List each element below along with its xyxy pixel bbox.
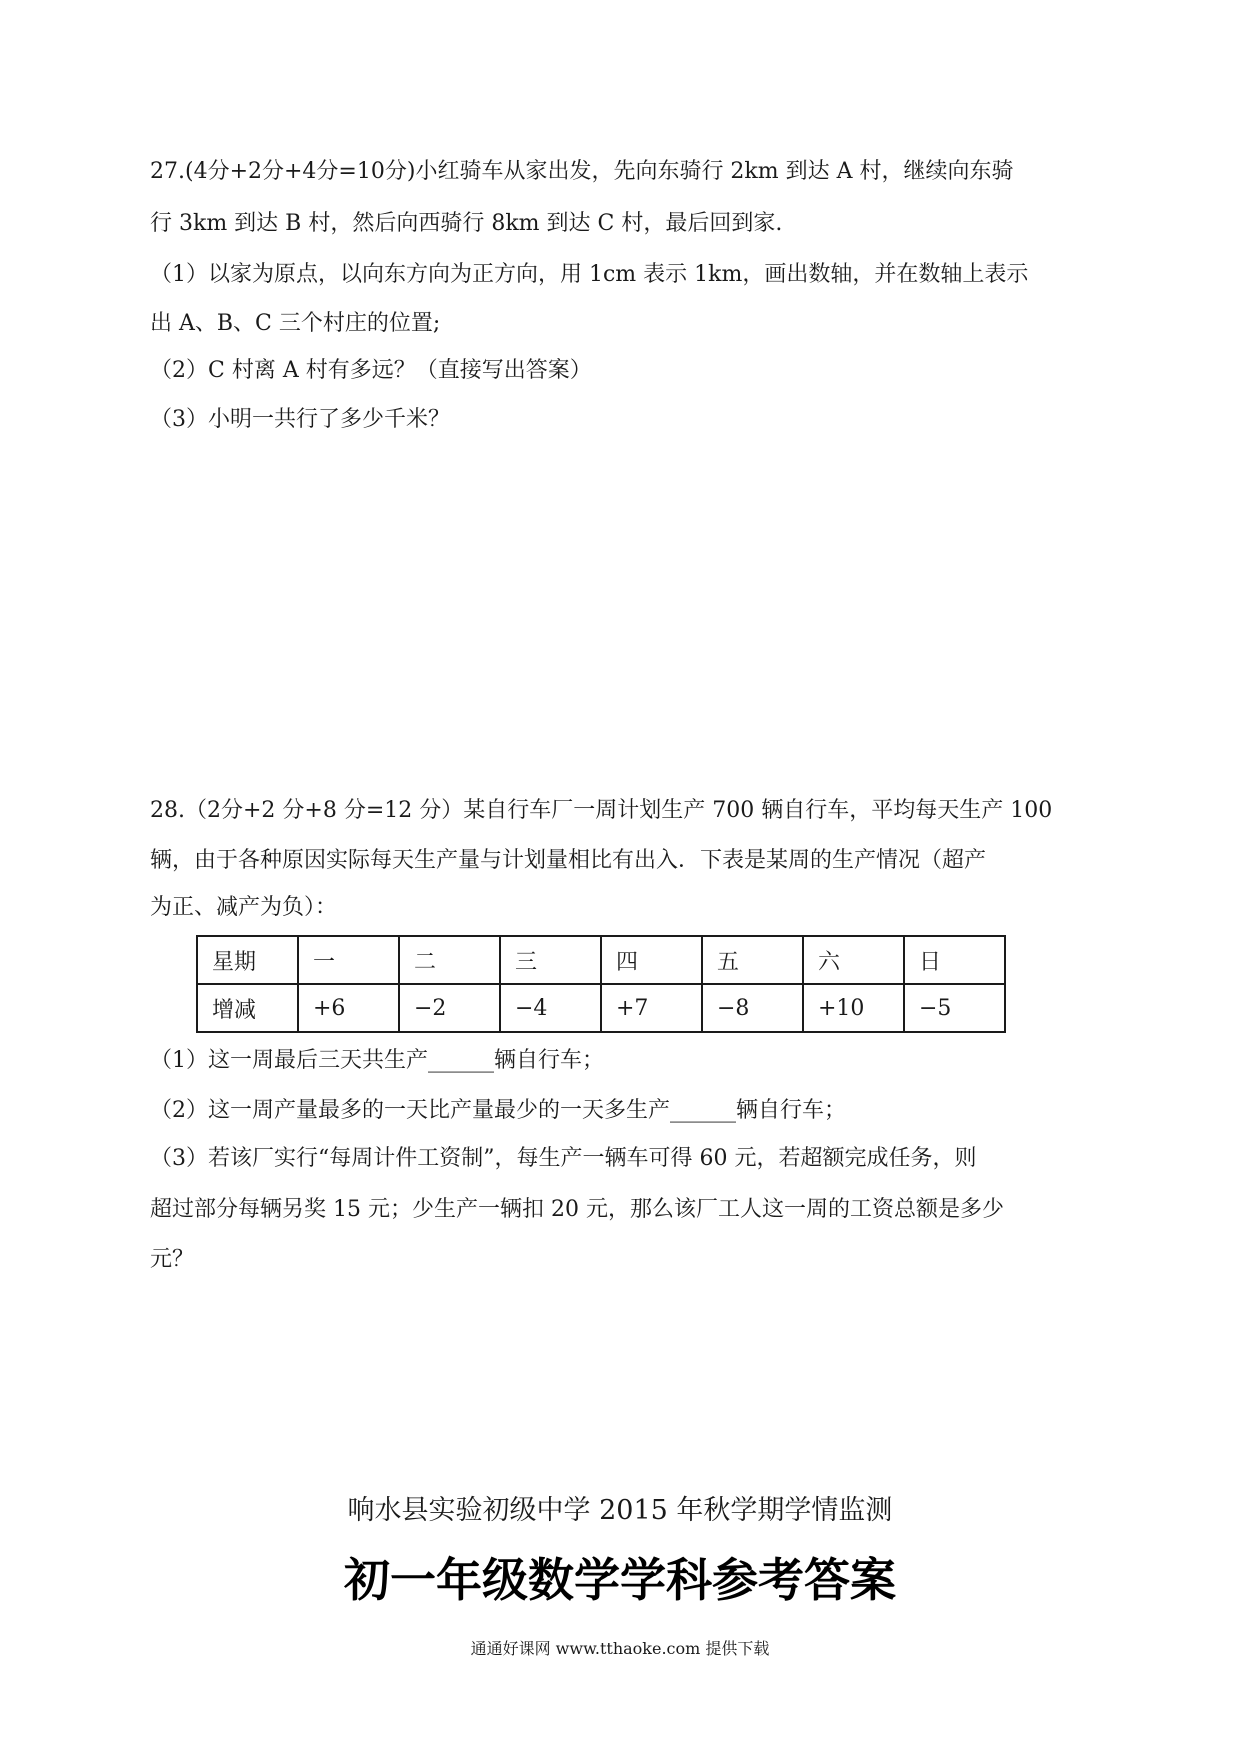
table-cell: 星期 <box>197 936 298 984</box>
q28-sub-1: （1）这一周最后三天共生产______辆自行车； <box>150 1048 604 1073</box>
table-row <box>197 984 1005 1032</box>
production-table <box>196 935 1006 1033</box>
table-row <box>197 936 1005 984</box>
table-cell: 一 <box>298 936 399 984</box>
q28-line-1: 28.（2分+2 分+8 分=12 分）某自行车厂一周计划生产 700 辆自行车，平均每天生产 100 <box>150 798 1053 823</box>
q27-line-2: 行 3km 到达 B 村，然后向西骑行 8km 到达 C 村，最后回到家. <box>150 211 783 236</box>
q27-line-3: （1）以家为原点，以向东方向为正方向，用 1cm 表示 1km，画出数轴，并在数轴上表示 <box>150 262 1029 287</box>
table-cell: +10 <box>803 984 904 1032</box>
table-cell: 三 <box>500 936 601 984</box>
table-cell: +7 <box>601 984 702 1032</box>
table-cell: −5 <box>904 984 1005 1032</box>
table-cell: 五 <box>702 936 803 984</box>
answer-subtitle: 响水县实验初级中学 2015 年秋学期学情监测 <box>347 1495 893 1526</box>
q28-sub-3a: （3）若该厂实行“每周计件工资制”，每生产一辆车可得 60 元，若超额完成任务，则 <box>150 1146 977 1171</box>
table-cell: 日 <box>904 936 1005 984</box>
table-cell: +6 <box>298 984 399 1032</box>
q28-line-2: 辆，由于各种原因实际每天生产量与计划量相比有出入．下表是某周的生产情况（超产 <box>150 848 987 873</box>
table-cell: 四 <box>601 936 702 984</box>
q27-line-1: 27.(4分+2分+4分=10分)小红骑车从家出发，先向东骑行 2km 到达 A 村，继续向东骑 <box>150 159 1014 184</box>
q27-line-6: （3）小明一共行了多少千米？ <box>150 407 450 432</box>
table-cell: 增减 <box>197 984 298 1032</box>
answer-title: 初一年级数学学科参考答案 <box>344 1553 896 1607</box>
table-cell: −2 <box>399 984 500 1032</box>
q28-line-3: 为正、减产为负）： <box>150 895 338 920</box>
q28-sub-3b: 超过部分每辆另奖 15 元；少生产一辆扣 20 元，那么该厂工人这一周的工资总额是多少 <box>150 1197 1004 1222</box>
table-cell: 六 <box>803 936 904 984</box>
source-note: 通通好课网 www.tthaoke.com 提供下载 <box>470 1639 770 1658</box>
q28-sub-3c: 元？ <box>150 1247 195 1272</box>
q27-line-4: 出 A、B、C 三个村庄的位置; <box>150 311 441 336</box>
q27-line-5: （2）C 村离 A 村有多远？（直接写出答案） <box>150 358 592 383</box>
table-cell: −4 <box>500 984 601 1032</box>
table-cell: 二 <box>399 936 500 984</box>
table-cell: −8 <box>702 984 803 1032</box>
q28-sub-2: （2）这一周产量最多的一天比产量最少的一天多生产______辆自行车； <box>150 1098 846 1123</box>
